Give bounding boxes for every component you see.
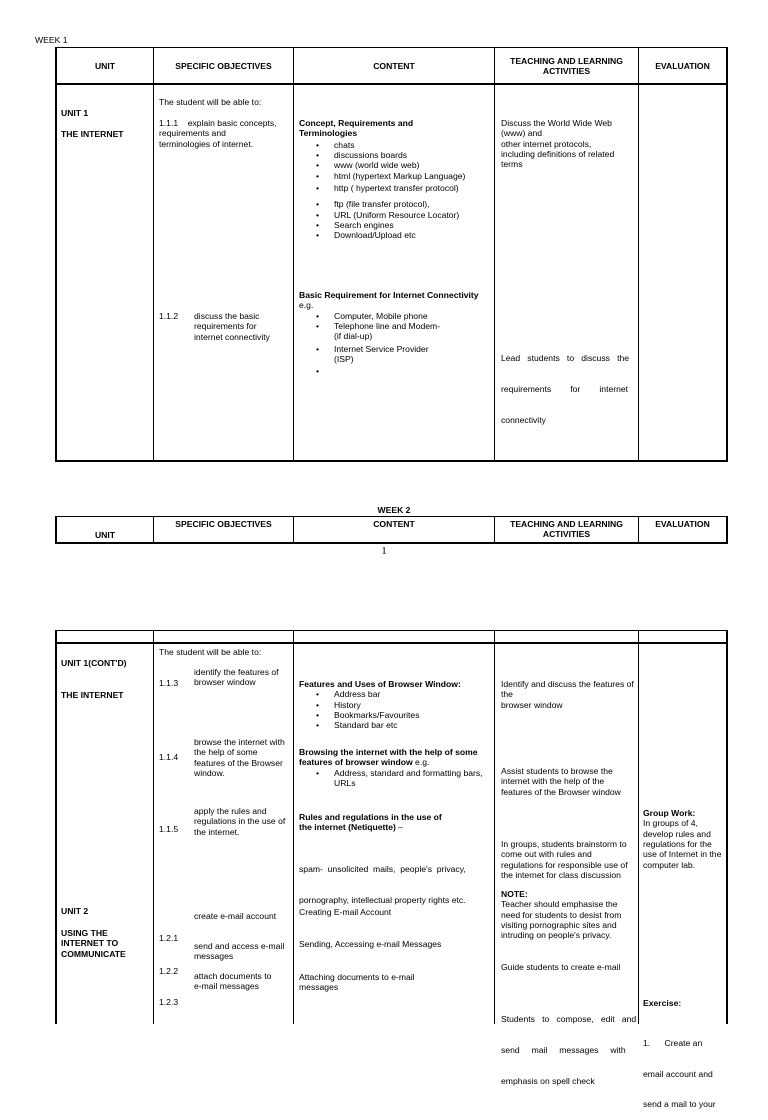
list-item: • chats	[299, 140, 491, 150]
content-send-email: Sending, Accessing e-mail Messages	[299, 939, 442, 949]
objective-1-1-4: browse the internet with the help of some features of the Browser window.	[194, 737, 285, 778]
header2-activities: TEACHING AND LEARNING ACTIVITIES	[510, 519, 623, 540]
unit2-title: USING THE INTERNET TO COMMUNICATE	[61, 928, 126, 959]
activity-compose: Students to compose, edit and send mail messages with emphasis on spell check	[501, 1013, 637, 1086]
activity-identify: Identify and discuss the features of the browser window	[501, 679, 634, 710]
list-item: • Bookmarks/Favourites	[299, 710, 491, 720]
unit-title: THE INTERNET	[61, 129, 124, 139]
objective-1-1-4-num: 1.1.4	[159, 752, 179, 762]
list-item: • Search engines	[299, 220, 491, 230]
content-netiquette: Rules and regulations in the use of the internet (Netiquette) –	[299, 812, 442, 833]
objective-attach: attach documents to e-mail messages	[194, 971, 272, 992]
header-unit: UNIT	[94, 61, 116, 71]
list-item: • Address, standard and formatting bars, URLs	[299, 768, 491, 789]
objective-1-2-1-num: 1.2.1	[159, 933, 179, 943]
list-item: • Telephone line and Modem- (if dial-up)	[299, 321, 491, 342]
header-evaluation: EVALUATION	[655, 61, 710, 71]
header-objectives: SPECIFIC OBJECTIVES	[175, 61, 272, 71]
objective-1-1-3: identify the features of browser window	[194, 667, 279, 688]
list-item: • URL (Uniform Resource Locator)	[299, 210, 491, 220]
objective-1-1-3-num: 1.1.3	[159, 678, 179, 688]
activity-connectivity: Lead students to discuss the requirements for internet connectivity	[501, 352, 630, 425]
connectivity-list	[299, 311, 491, 377]
activity-assist: Assist students to browse the internet with the help of the features of the Browser window	[501, 766, 621, 797]
objective-1-1-5: apply the rules and regulations in the use of the internet.	[194, 806, 286, 837]
header2-objectives: SPECIFIC OBJECTIVES	[175, 519, 272, 529]
content-create-email: Creating E-mail Account	[299, 907, 392, 917]
content-attach: Attaching documents to e-mail messages	[299, 972, 415, 993]
objective-create-email: create e-mail account	[194, 911, 277, 921]
content-spam: spam- unsolicited mails, people's privacy, pornography, intellectual property rights etc.	[299, 863, 466, 905]
list-item: • Computer, Mobile phone	[299, 311, 491, 321]
objective-1-2-2-num: 1.2.2	[159, 966, 179, 976]
list-item: • html (hypertext Markup Language)	[299, 171, 491, 181]
content-concepts: Concept, Requirements and Terminologies • chats • discussions boards • www (world wide web) • html (hypertext Markup Language) • http ( hypertext transfer protocol) • ftp (file transfer protocol), • URL (Uniform Resource Locator) • Search engines • Download/Upload etc	[299, 118, 491, 240]
week1-label: WEEK 1	[35, 35, 68, 45]
activity-guide: Guide students to create e-mail	[501, 962, 621, 972]
header2-content: CONTENT	[373, 519, 415, 529]
list-item: • Internet Service Provider (ISP)	[299, 344, 491, 365]
list-item: • Standard bar etc	[299, 720, 491, 730]
list-item: • discussions boards	[299, 150, 491, 160]
activity-www: Discuss the World Wide Web (www) and other internet protocols, including definitions of related terms	[501, 118, 615, 170]
evaluation-group-work: Group Work: In groups of 4, develop rules and regulations for the use of Internet in the computer lab.	[643, 808, 722, 870]
activity-groups: In groups, students brainstorm to come out with rules and regulations for responsible use of the internet for class discussion	[501, 839, 628, 880]
unit2-code: UNIT 2	[61, 906, 89, 916]
concepts-list	[299, 140, 491, 194]
unit-title-cont: THE INTERNET	[61, 690, 124, 700]
list-item: • History	[299, 700, 491, 710]
objective-1-1-5-num: 1.1.5	[159, 824, 179, 834]
header2-unit: UNIT	[94, 530, 116, 540]
objective-1-2-3-num: 1.2.3	[159, 997, 179, 1007]
week2-label: WEEK 2	[377, 505, 411, 515]
list-item: • Download/Upload etc	[299, 230, 491, 240]
activity-note: NOTE: Teacher should emphasise the need for students to desist from visiting pornographic sites and intruding on people's privacy.	[501, 889, 622, 941]
browser-features-list	[299, 689, 491, 730]
list-item: • www (world wide web)	[299, 160, 491, 170]
concepts-list-2	[299, 199, 491, 240]
browsing-list	[299, 768, 491, 789]
objective-1-1-2-num: 1.1.2	[159, 311, 179, 321]
objective-1-1-1: 1.1.1 explain basic concepts, requirements and terminologies of internet.	[159, 118, 277, 149]
objectives-intro: The student will be able to:	[159, 97, 262, 107]
list-item: • ftp (file transfer protocol),	[299, 199, 491, 209]
content-connectivity: Basic Requirement for Internet Connectivity e.g. • Computer, Mobile phone • Telephone line and Modem- (if dial-up) • Internet Service Provider (ISP) •	[299, 290, 491, 377]
unit-code: UNIT 1	[61, 108, 89, 118]
objective-send-email: send and access e-mail messages	[194, 941, 285, 962]
evaluation-exercise: Exercise: 1. Create an email account and send a mail to your	[643, 997, 716, 1110]
list-item: • Address bar	[299, 689, 491, 699]
unit-code-cont: UNIT 1(CONT'D)	[61, 658, 127, 668]
page-number: 1	[381, 545, 387, 557]
list-item: • http ( hypertext transfer protocol)	[299, 183, 491, 193]
content-browsing: Browsing the internet with the help of some features of browser window e.g. • Address, standard and formatting bars, URLs	[299, 747, 491, 788]
content-browser-features: Features and Uses of Browser Window: • Address bar • History • Bookmarks/Favourites • Standard bar etc	[299, 679, 491, 731]
list-item	[299, 366, 491, 376]
header2-evaluation: EVALUATION	[655, 519, 710, 529]
header-activities: TEACHING AND LEARNING ACTIVITIES	[510, 56, 623, 77]
objectives-intro-2: The student will be able to:	[159, 647, 262, 657]
objective-1-1-2: discuss the basic requirements for internet connectivity	[194, 311, 270, 342]
header-content: CONTENT	[373, 61, 415, 71]
